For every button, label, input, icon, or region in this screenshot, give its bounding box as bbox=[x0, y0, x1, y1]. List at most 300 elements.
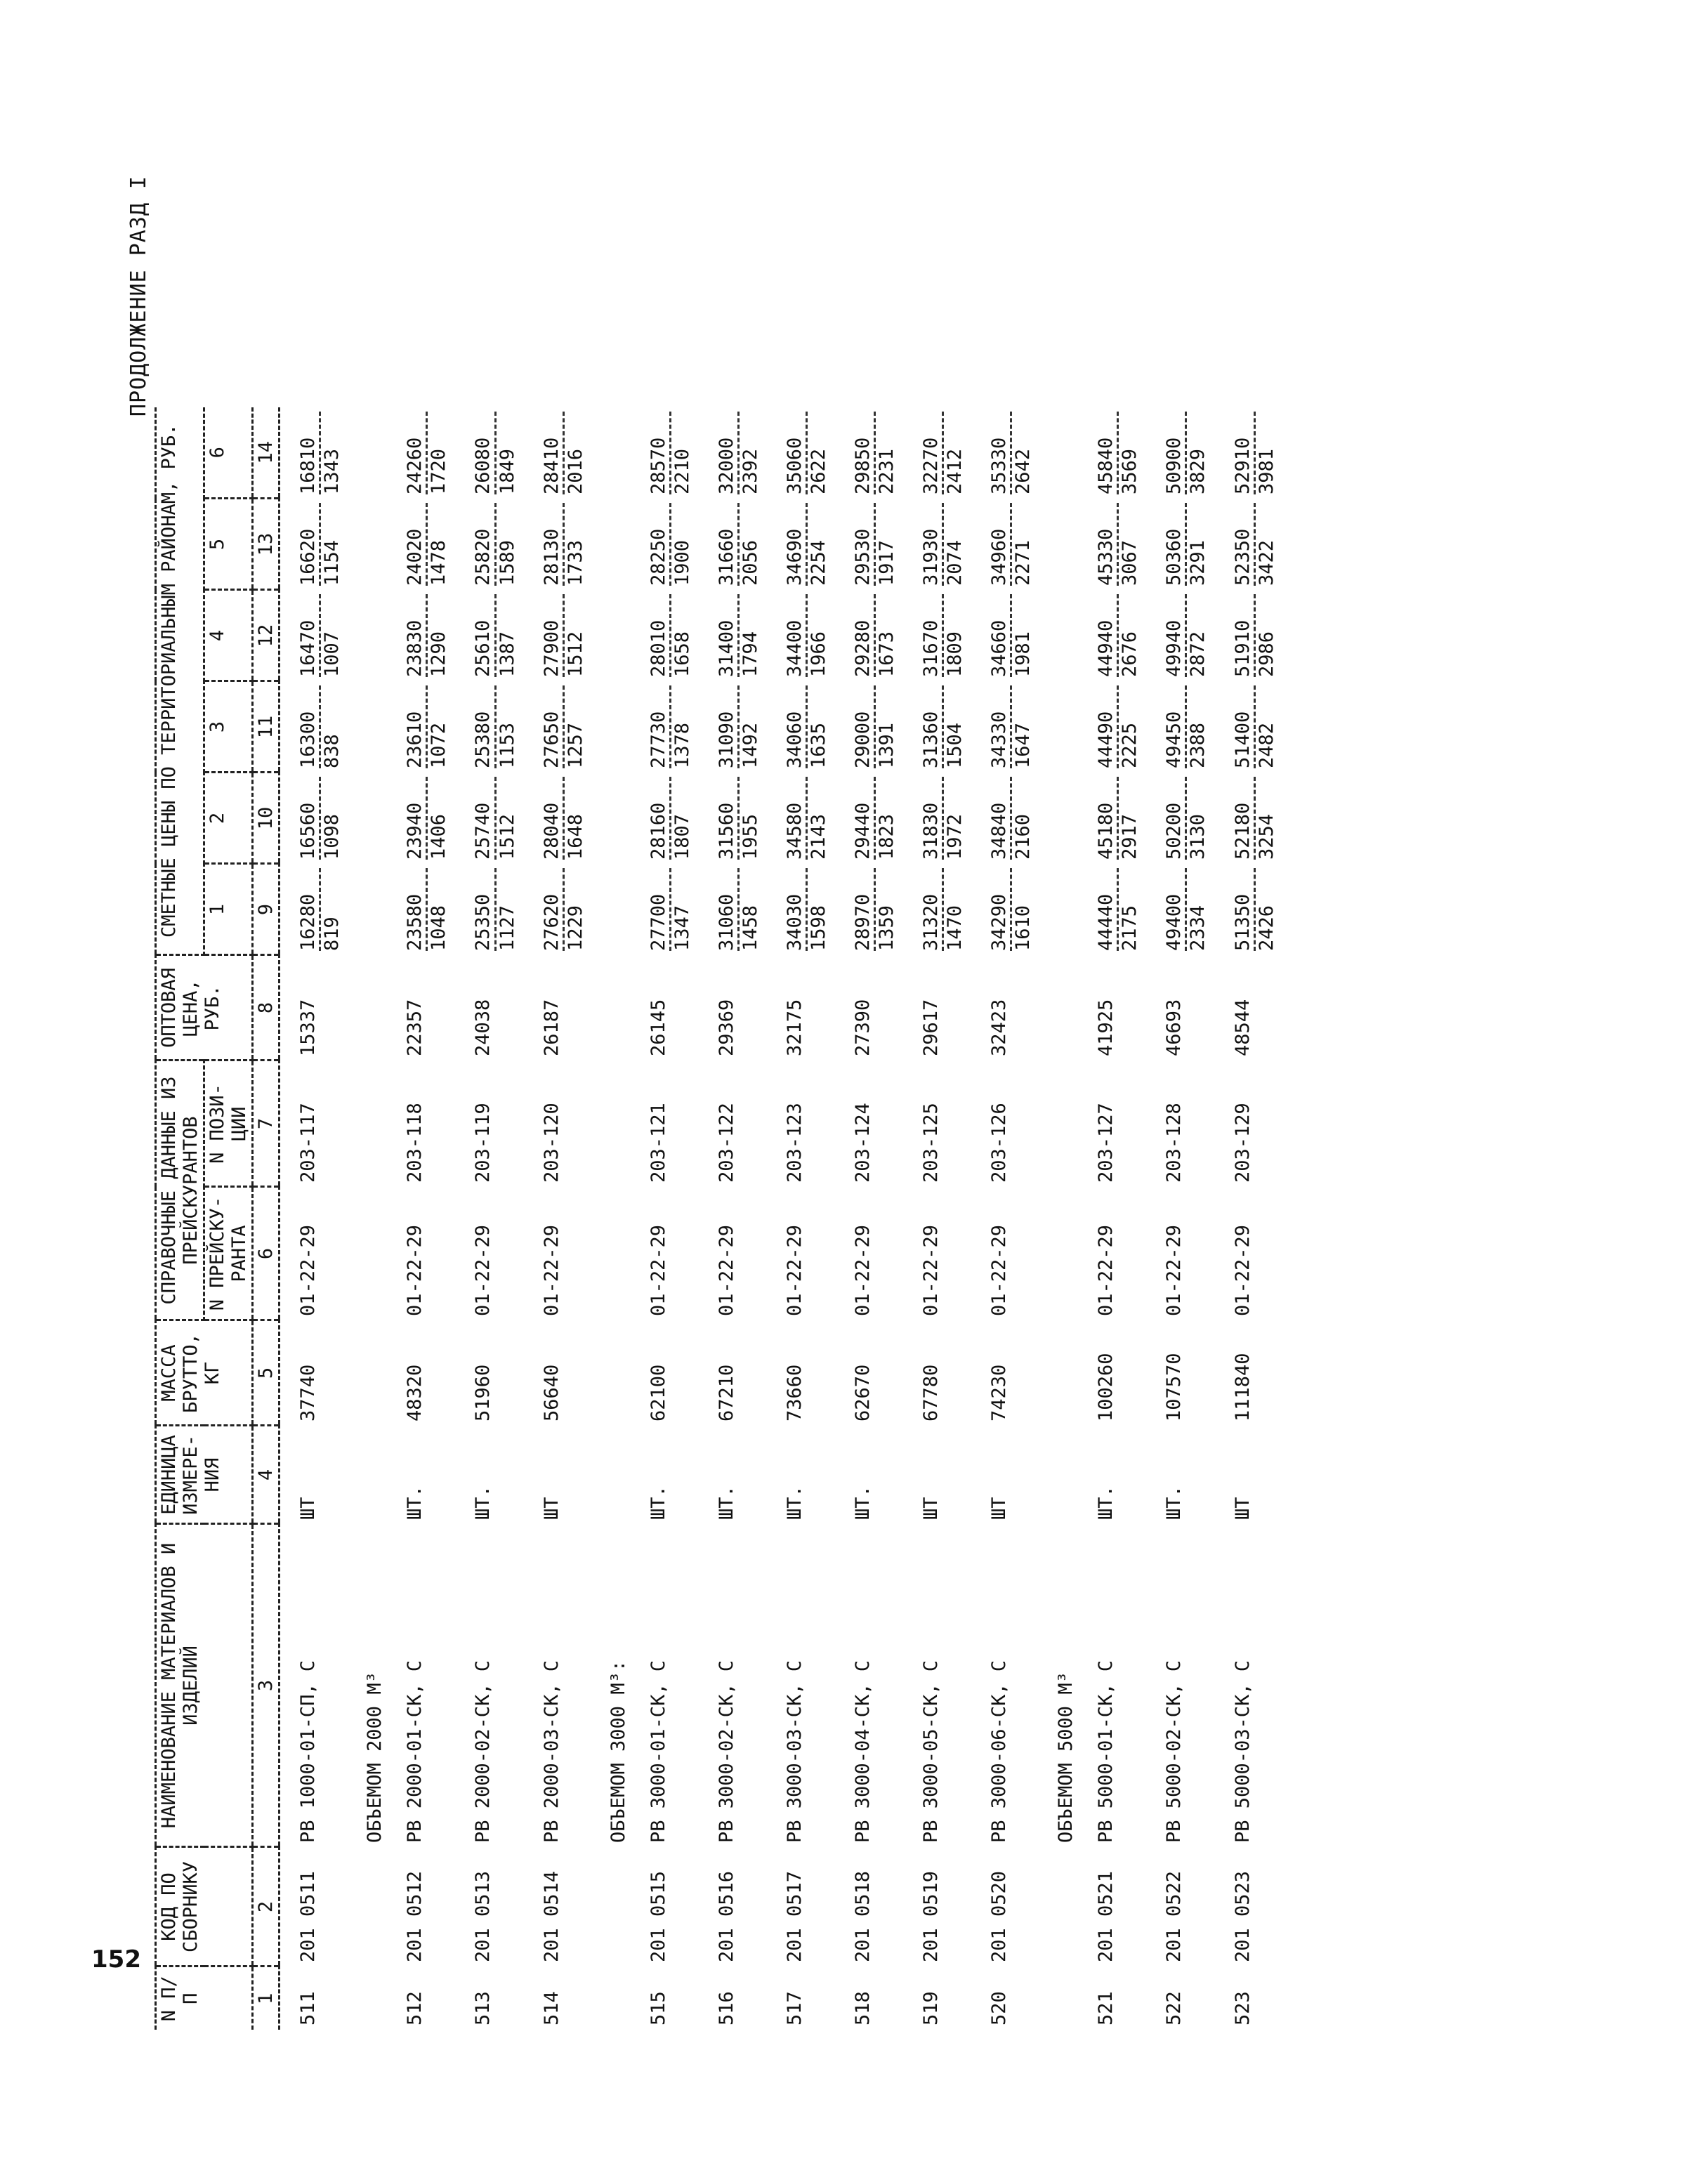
section-spacer bbox=[592, 1847, 631, 1966]
row-mass: 73660 bbox=[783, 1364, 806, 1421]
region-price-6 bbox=[1215, 407, 1283, 499]
region-price-5 bbox=[455, 499, 523, 590]
estimate-price-secondary: 2225 bbox=[1119, 722, 1141, 768]
estimate-price: 16620 bbox=[297, 503, 321, 586]
estimate-price: 23610 bbox=[404, 685, 428, 768]
estimate-price: 31090 bbox=[716, 685, 740, 768]
row-mass: 107570 bbox=[1163, 1353, 1185, 1421]
row-code: 201 0519 bbox=[920, 1870, 942, 1962]
row-position: 203-127 bbox=[1095, 1103, 1117, 1183]
section-row bbox=[1039, 407, 1078, 2030]
row-number: 520 bbox=[988, 1991, 1011, 2025]
estimate-price-secondary: 3067 bbox=[1119, 539, 1141, 586]
estimate-price: 29530 bbox=[852, 503, 876, 586]
estimate-price: 34060 bbox=[784, 685, 808, 768]
estimate-price-secondary: 1955 bbox=[739, 813, 761, 860]
estimate-price-secondary: 1229 bbox=[564, 905, 586, 951]
column-number: 1 bbox=[253, 1966, 280, 2030]
section-title: ОБЪЕМОМ 2000 М³ bbox=[364, 1672, 386, 1843]
region-price-3 bbox=[280, 681, 349, 773]
column-number: 10 bbox=[253, 773, 280, 864]
region-price-5 bbox=[631, 499, 699, 590]
row-number: 523 bbox=[1231, 1991, 1254, 2025]
estimate-price-secondary: 2254 bbox=[807, 539, 829, 586]
estimate-price-secondary: 2986 bbox=[1255, 631, 1277, 677]
estimate-price-secondary: 838 bbox=[321, 734, 343, 768]
section-spacer bbox=[592, 1966, 631, 2030]
table-row bbox=[387, 407, 455, 2030]
region-price-6 bbox=[1078, 407, 1146, 499]
row-unit: ШТ. bbox=[404, 1485, 426, 1520]
column-number: 13 bbox=[253, 499, 280, 590]
table-row bbox=[631, 407, 699, 2030]
estimate-price-secondary: 1387 bbox=[496, 631, 518, 677]
row-position: 203-118 bbox=[404, 1103, 426, 1183]
header-num: N П/П bbox=[156, 1966, 253, 2030]
region-price-3 bbox=[455, 681, 523, 773]
estimate-price-secondary: 2392 bbox=[739, 448, 761, 494]
table-row bbox=[1146, 407, 1214, 2030]
row-wholesale: 41925 bbox=[1095, 999, 1117, 1056]
row-name: РВ 2000-02-СК, С bbox=[472, 1660, 494, 1843]
region-price-3 bbox=[1215, 681, 1283, 773]
region-price-6 bbox=[524, 407, 592, 499]
estimate-price: 34840 bbox=[988, 777, 1012, 860]
row-name: РВ 5000-03-СК, С bbox=[1231, 1660, 1254, 1843]
price-table bbox=[155, 407, 1283, 2030]
row-number: 517 bbox=[783, 1991, 806, 2025]
header-estimate-group: СМЕТНЫЕ ЦЕНЫ ПО ТЕРРИТОРИАЛЬНЫМ РАЙОНАМ, РУБ. bbox=[156, 407, 204, 955]
column-number: 6 bbox=[253, 1187, 280, 1320]
region-price-1 bbox=[524, 864, 592, 955]
column-number: 14 bbox=[253, 407, 280, 499]
region-price-1 bbox=[1146, 864, 1214, 955]
estimate-price: 49400 bbox=[1163, 868, 1187, 951]
row-price-list: 01-22-29 bbox=[404, 1224, 426, 1316]
row-position: 203-121 bbox=[647, 1103, 669, 1183]
estimate-price: 29850 bbox=[852, 412, 876, 494]
table-row bbox=[903, 407, 971, 2030]
region-price-5 bbox=[767, 499, 835, 590]
estimate-price: 31060 bbox=[716, 868, 740, 951]
estimate-price-secondary: 1648 bbox=[564, 813, 586, 860]
estimate-price-secondary: 2412 bbox=[944, 448, 966, 494]
estimate-price: 44940 bbox=[1095, 594, 1119, 677]
estimate-price-secondary: 1981 bbox=[1012, 631, 1034, 677]
estimate-price: 34690 bbox=[784, 503, 808, 586]
row-code: 201 0512 bbox=[404, 1870, 426, 1962]
region-price-3 bbox=[903, 681, 971, 773]
estimate-price-secondary: 1658 bbox=[671, 631, 693, 677]
estimate-price-secondary: 1598 bbox=[807, 905, 829, 951]
estimate-price: 28160 bbox=[648, 777, 671, 860]
row-position: 203-123 bbox=[783, 1103, 806, 1183]
estimate-price-secondary: 2160 bbox=[1012, 813, 1034, 860]
region-price-1 bbox=[387, 864, 455, 955]
region-price-5 bbox=[903, 499, 971, 590]
estimate-price-secondary: 1470 bbox=[944, 905, 966, 951]
row-unit: ШТ. bbox=[715, 1485, 737, 1520]
estimate-price: 51400 bbox=[1232, 685, 1256, 768]
row-unit: ШТ. bbox=[851, 1485, 874, 1520]
row-name: РВ 5000-01-СК, С bbox=[1095, 1660, 1117, 1843]
region-price-2 bbox=[1078, 773, 1146, 864]
region-price-1 bbox=[903, 864, 971, 955]
estimate-price-secondary: 1849 bbox=[496, 448, 518, 494]
column-number: 4 bbox=[253, 1426, 280, 1524]
estimate-price: 35060 bbox=[784, 412, 808, 494]
estimate-price-secondary: 2334 bbox=[1187, 905, 1209, 951]
estimate-price: 28410 bbox=[541, 412, 565, 494]
section-spacer bbox=[348, 1847, 387, 1966]
estimate-price-secondary: 2210 bbox=[671, 448, 693, 494]
column-number: 11 bbox=[253, 681, 280, 773]
row-price-list: 01-22-29 bbox=[297, 1224, 320, 1316]
region-price-6 bbox=[1146, 407, 1214, 499]
row-mass: 67780 bbox=[920, 1364, 942, 1421]
row-code: 201 0514 bbox=[540, 1870, 563, 1962]
estimate-price: 34400 bbox=[784, 594, 808, 677]
region-price-1 bbox=[280, 864, 349, 955]
row-number: 521 bbox=[1095, 1991, 1117, 2025]
estimate-price: 34660 bbox=[988, 594, 1012, 677]
region-price-1 bbox=[699, 864, 767, 955]
estimate-price-secondary: 1673 bbox=[876, 631, 898, 677]
row-position: 203-122 bbox=[715, 1103, 737, 1183]
row-code: 201 0523 bbox=[1231, 1870, 1254, 1962]
estimate-price: 31360 bbox=[920, 685, 944, 768]
row-unit: ШТ. bbox=[783, 1485, 806, 1520]
estimate-price: 52350 bbox=[1232, 503, 1256, 586]
header-region-1: 1 bbox=[204, 864, 253, 955]
estimate-price: 25350 bbox=[472, 868, 496, 951]
region-price-4 bbox=[387, 590, 455, 681]
region-price-6 bbox=[387, 407, 455, 499]
estimate-price-secondary: 1504 bbox=[944, 722, 966, 768]
column-number: 2 bbox=[253, 1847, 280, 1966]
row-wholesale: 26187 bbox=[540, 999, 563, 1056]
estimate-price-secondary: 3829 bbox=[1187, 448, 1209, 494]
estimate-price: 27700 bbox=[648, 868, 671, 951]
row-position: 203-120 bbox=[540, 1103, 563, 1183]
row-mass: 74230 bbox=[988, 1364, 1011, 1421]
estimate-price: 27900 bbox=[541, 594, 565, 677]
header-region-3: 3 bbox=[204, 681, 253, 773]
estimate-price: 49450 bbox=[1163, 685, 1187, 768]
estimate-price: 29280 bbox=[852, 594, 876, 677]
region-price-6 bbox=[835, 407, 903, 499]
estimate-price-secondary: 1153 bbox=[496, 722, 518, 768]
row-wholesale: 32175 bbox=[783, 999, 806, 1056]
row-wholesale: 48544 bbox=[1231, 999, 1254, 1056]
estimate-price-secondary: 2271 bbox=[1012, 539, 1034, 586]
row-wholesale: 15337 bbox=[297, 999, 320, 1056]
estimate-price: 35330 bbox=[988, 412, 1012, 494]
row-mass: 48320 bbox=[404, 1364, 426, 1421]
row-number: 515 bbox=[647, 1991, 669, 2025]
estimate-price-secondary: 1917 bbox=[876, 539, 898, 586]
row-price-list: 01-22-29 bbox=[715, 1224, 737, 1316]
estimate-price-secondary: 2642 bbox=[1012, 448, 1034, 494]
estimate-price: 50200 bbox=[1163, 777, 1187, 860]
region-price-4 bbox=[1078, 590, 1146, 681]
row-mass: 51960 bbox=[472, 1364, 494, 1421]
estimate-price-secondary: 1154 bbox=[321, 539, 343, 586]
row-number: 513 bbox=[472, 1991, 494, 2025]
row-number: 511 bbox=[297, 1991, 320, 2025]
estimate-price: 23940 bbox=[404, 777, 428, 860]
row-number: 516 bbox=[715, 1991, 737, 2025]
row-wholesale: 26145 bbox=[647, 999, 669, 1056]
row-wholesale: 22357 bbox=[404, 999, 426, 1056]
estimate-price-secondary: 1972 bbox=[944, 813, 966, 860]
row-position: 203-125 bbox=[920, 1103, 942, 1183]
estimate-price-secondary: 1406 bbox=[428, 813, 450, 860]
estimate-price-secondary: 1290 bbox=[428, 631, 450, 677]
row-position: 203-126 bbox=[988, 1103, 1011, 1183]
estimate-price: 16280 bbox=[297, 868, 321, 951]
column-number: 12 bbox=[253, 590, 280, 681]
section-row bbox=[592, 407, 631, 2030]
row-position: 203-128 bbox=[1163, 1103, 1185, 1183]
section-title: ОБЪЕМОМ 5000 М³ bbox=[1055, 1672, 1077, 1843]
estimate-price-secondary: 3130 bbox=[1187, 813, 1209, 860]
table-row bbox=[1078, 407, 1146, 2030]
column-number-row bbox=[253, 407, 280, 2030]
estimate-price: 32000 bbox=[716, 412, 740, 494]
estimate-price: 31830 bbox=[920, 777, 944, 860]
row-name: РВ 3000-01-СК, С bbox=[647, 1660, 669, 1843]
estimate-price: 34030 bbox=[784, 868, 808, 951]
estimate-price-secondary: 1512 bbox=[496, 813, 518, 860]
estimate-price: 50360 bbox=[1163, 503, 1187, 586]
estimate-price: 24260 bbox=[404, 412, 428, 494]
estimate-price-secondary: 1257 bbox=[564, 722, 586, 768]
estimate-price: 16810 bbox=[297, 412, 321, 494]
estimate-price: 25380 bbox=[472, 685, 496, 768]
estimate-price: 34960 bbox=[988, 503, 1012, 586]
table-row bbox=[455, 407, 523, 2030]
estimate-price-secondary: 1347 bbox=[671, 905, 693, 951]
region-price-4 bbox=[1215, 590, 1283, 681]
estimate-price-secondary: 3291 bbox=[1187, 539, 1209, 586]
estimate-price-secondary: 1098 bbox=[321, 813, 343, 860]
row-number: 519 bbox=[920, 1991, 942, 2025]
estimate-price-secondary: 3254 bbox=[1255, 813, 1277, 860]
header-name: НАИМЕНОВАНИЕ МАТЕРИАЛОВ И ИЗДЕЛИЙ bbox=[156, 1524, 253, 1847]
region-price-5 bbox=[971, 499, 1039, 590]
estimate-price-secondary: 3569 bbox=[1119, 448, 1141, 494]
row-mass: 100260 bbox=[1095, 1353, 1117, 1421]
estimate-price-secondary: 819 bbox=[321, 917, 343, 951]
column-number: 9 bbox=[253, 864, 280, 955]
estimate-price-secondary: 1492 bbox=[739, 722, 761, 768]
region-price-4 bbox=[280, 590, 349, 681]
estimate-price: 44490 bbox=[1095, 685, 1119, 768]
estimate-price: 31560 bbox=[716, 777, 740, 860]
row-price-list: 01-22-29 bbox=[783, 1224, 806, 1316]
estimate-price-secondary: 1127 bbox=[496, 905, 518, 951]
estimate-price-secondary: 2482 bbox=[1255, 722, 1277, 768]
estimate-price-secondary: 1610 bbox=[1012, 905, 1034, 951]
region-price-6 bbox=[767, 407, 835, 499]
region-price-5 bbox=[387, 499, 455, 590]
row-unit: ШТ bbox=[920, 1497, 942, 1520]
row-unit: ШТ. bbox=[1163, 1485, 1185, 1520]
estimate-price-secondary: 2676 bbox=[1119, 631, 1141, 677]
header-mass: МАССА БРУТТО, КГ bbox=[156, 1320, 253, 1426]
estimate-price: 31660 bbox=[716, 503, 740, 586]
estimate-price-secondary: 2056 bbox=[739, 539, 761, 586]
estimate-price: 29000 bbox=[852, 685, 876, 768]
row-name: РВ 1000-01-СП, С bbox=[297, 1660, 320, 1843]
region-price-2 bbox=[903, 773, 971, 864]
row-wholesale: 27390 bbox=[851, 999, 874, 1056]
estimate-price: 26080 bbox=[472, 412, 496, 494]
region-price-2 bbox=[631, 773, 699, 864]
estimate-price: 25610 bbox=[472, 594, 496, 677]
estimate-price-secondary: 1359 bbox=[876, 905, 898, 951]
estimate-price: 50900 bbox=[1163, 412, 1187, 494]
estimate-price: 27730 bbox=[648, 685, 671, 768]
region-price-4 bbox=[903, 590, 971, 681]
region-price-1 bbox=[455, 864, 523, 955]
row-code: 201 0518 bbox=[851, 1870, 874, 1962]
region-price-3 bbox=[631, 681, 699, 773]
row-mass: 62670 bbox=[851, 1364, 874, 1421]
estimate-price: 28250 bbox=[648, 503, 671, 586]
region-price-2 bbox=[455, 773, 523, 864]
row-wholesale: 29617 bbox=[920, 999, 942, 1056]
row-position: 203-124 bbox=[851, 1103, 874, 1183]
estimate-price: 25820 bbox=[472, 503, 496, 586]
table-row bbox=[1215, 407, 1283, 2030]
row-price-list: 01-22-29 bbox=[472, 1224, 494, 1316]
region-price-2 bbox=[767, 773, 835, 864]
row-position: 203-129 bbox=[1231, 1103, 1254, 1183]
section-title: ОБЪЕМОМ 3000 М³: bbox=[607, 1660, 629, 1843]
region-price-3 bbox=[1146, 681, 1214, 773]
estimate-price: 28130 bbox=[541, 503, 565, 586]
row-mass: 56640 bbox=[540, 1364, 563, 1421]
estimate-price: 29440 bbox=[852, 777, 876, 860]
region-price-4 bbox=[455, 590, 523, 681]
region-price-6 bbox=[903, 407, 971, 499]
section-spacer bbox=[348, 1966, 387, 2030]
estimate-price: 23580 bbox=[404, 868, 428, 951]
estimate-price: 16300 bbox=[297, 685, 321, 768]
rotated-sheet bbox=[126, 147, 1601, 2030]
header-position: N ПОЗИ- ЦИИ bbox=[204, 1061, 253, 1187]
region-price-1 bbox=[631, 864, 699, 955]
header-unit: ЕДИНИЦА ИЗМЕРЕ- НИЯ bbox=[156, 1426, 253, 1524]
row-unit: ШТ bbox=[1231, 1497, 1254, 1520]
continuation-title: ПРОДОЛЖЕНИЕ РАЗД I bbox=[126, 176, 151, 417]
estimate-price-secondary: 1794 bbox=[739, 631, 761, 677]
estimate-price: 51350 bbox=[1232, 868, 1256, 951]
header-code: КОД ПО СБОРНИКУ bbox=[156, 1847, 253, 1966]
page-number: 152 bbox=[91, 1945, 141, 1974]
row-wholesale: 32423 bbox=[988, 999, 1011, 1056]
region-price-6 bbox=[631, 407, 699, 499]
region-price-2 bbox=[971, 773, 1039, 864]
estimate-price-secondary: 2388 bbox=[1187, 722, 1209, 768]
row-price-list: 01-22-29 bbox=[647, 1224, 669, 1316]
estimate-price-secondary: 2622 bbox=[807, 448, 829, 494]
estimate-price: 27620 bbox=[541, 868, 565, 951]
row-name: РВ 3000-04-СК, С bbox=[851, 1660, 874, 1843]
row-number: 518 bbox=[851, 1991, 874, 2025]
estimate-price-secondary: 1343 bbox=[321, 448, 343, 494]
estimate-price-secondary: 1647 bbox=[1012, 722, 1034, 768]
table-row bbox=[524, 407, 592, 2030]
row-price-list: 01-22-29 bbox=[540, 1224, 563, 1316]
estimate-price-secondary: 1048 bbox=[428, 905, 450, 951]
row-wholesale: 46693 bbox=[1163, 999, 1185, 1056]
region-price-6 bbox=[455, 407, 523, 499]
section-spacer bbox=[1039, 1847, 1078, 1966]
row-price-list: 01-22-29 bbox=[988, 1224, 1011, 1316]
region-price-5 bbox=[835, 499, 903, 590]
estimate-price-secondary: 2917 bbox=[1119, 813, 1141, 860]
estimate-price: 45180 bbox=[1095, 777, 1119, 860]
estimate-price: 24020 bbox=[404, 503, 428, 586]
estimate-price-secondary: 1589 bbox=[496, 539, 518, 586]
region-price-3 bbox=[524, 681, 592, 773]
section-row bbox=[348, 407, 387, 2030]
row-unit: ШТ bbox=[540, 1497, 563, 1520]
table-row bbox=[835, 407, 903, 2030]
region-price-3 bbox=[699, 681, 767, 773]
column-number: 8 bbox=[253, 955, 280, 1061]
estimate-price-secondary: 1378 bbox=[671, 722, 693, 768]
estimate-price-secondary: 2074 bbox=[944, 539, 966, 586]
row-code: 201 0517 bbox=[783, 1870, 806, 1962]
section-spacer bbox=[1039, 1966, 1078, 2030]
estimate-price: 28010 bbox=[648, 594, 671, 677]
table-body bbox=[280, 407, 1283, 2030]
row-price-list: 01-22-29 bbox=[1095, 1224, 1117, 1316]
region-price-4 bbox=[971, 590, 1039, 681]
estimate-price: 52910 bbox=[1232, 412, 1256, 494]
header-ref-group: СПРАВОЧНЫЕ ДАННЫЕ ИЗ ПРЕЙСКУРАНТОВ bbox=[156, 1061, 204, 1320]
row-position: 203-117 bbox=[297, 1103, 320, 1183]
estimate-price: 27650 bbox=[541, 685, 565, 768]
region-price-4 bbox=[699, 590, 767, 681]
estimate-price-secondary: 1733 bbox=[564, 539, 586, 586]
region-price-1 bbox=[971, 864, 1039, 955]
row-unit: ШТ. bbox=[1095, 1485, 1117, 1520]
region-price-3 bbox=[971, 681, 1039, 773]
table-row bbox=[767, 407, 835, 2030]
estimate-price-secondary: 1720 bbox=[428, 448, 450, 494]
estimate-price: 34330 bbox=[988, 685, 1012, 768]
estimate-price: 32270 bbox=[920, 412, 944, 494]
region-price-2 bbox=[280, 773, 349, 864]
region-price-3 bbox=[835, 681, 903, 773]
estimate-price-secondary: 1391 bbox=[876, 722, 898, 768]
row-position: 203-119 bbox=[472, 1103, 494, 1183]
estimate-price: 16560 bbox=[297, 777, 321, 860]
region-price-5 bbox=[1146, 499, 1214, 590]
region-price-6 bbox=[699, 407, 767, 499]
row-code: 201 0520 bbox=[988, 1870, 1011, 1962]
estimate-price: 31320 bbox=[920, 868, 944, 951]
row-price-list: 01-22-29 bbox=[1163, 1224, 1185, 1316]
row-name: РВ 3000-06-СК, С bbox=[988, 1660, 1011, 1843]
region-price-2 bbox=[699, 773, 767, 864]
region-price-5 bbox=[1215, 499, 1283, 590]
